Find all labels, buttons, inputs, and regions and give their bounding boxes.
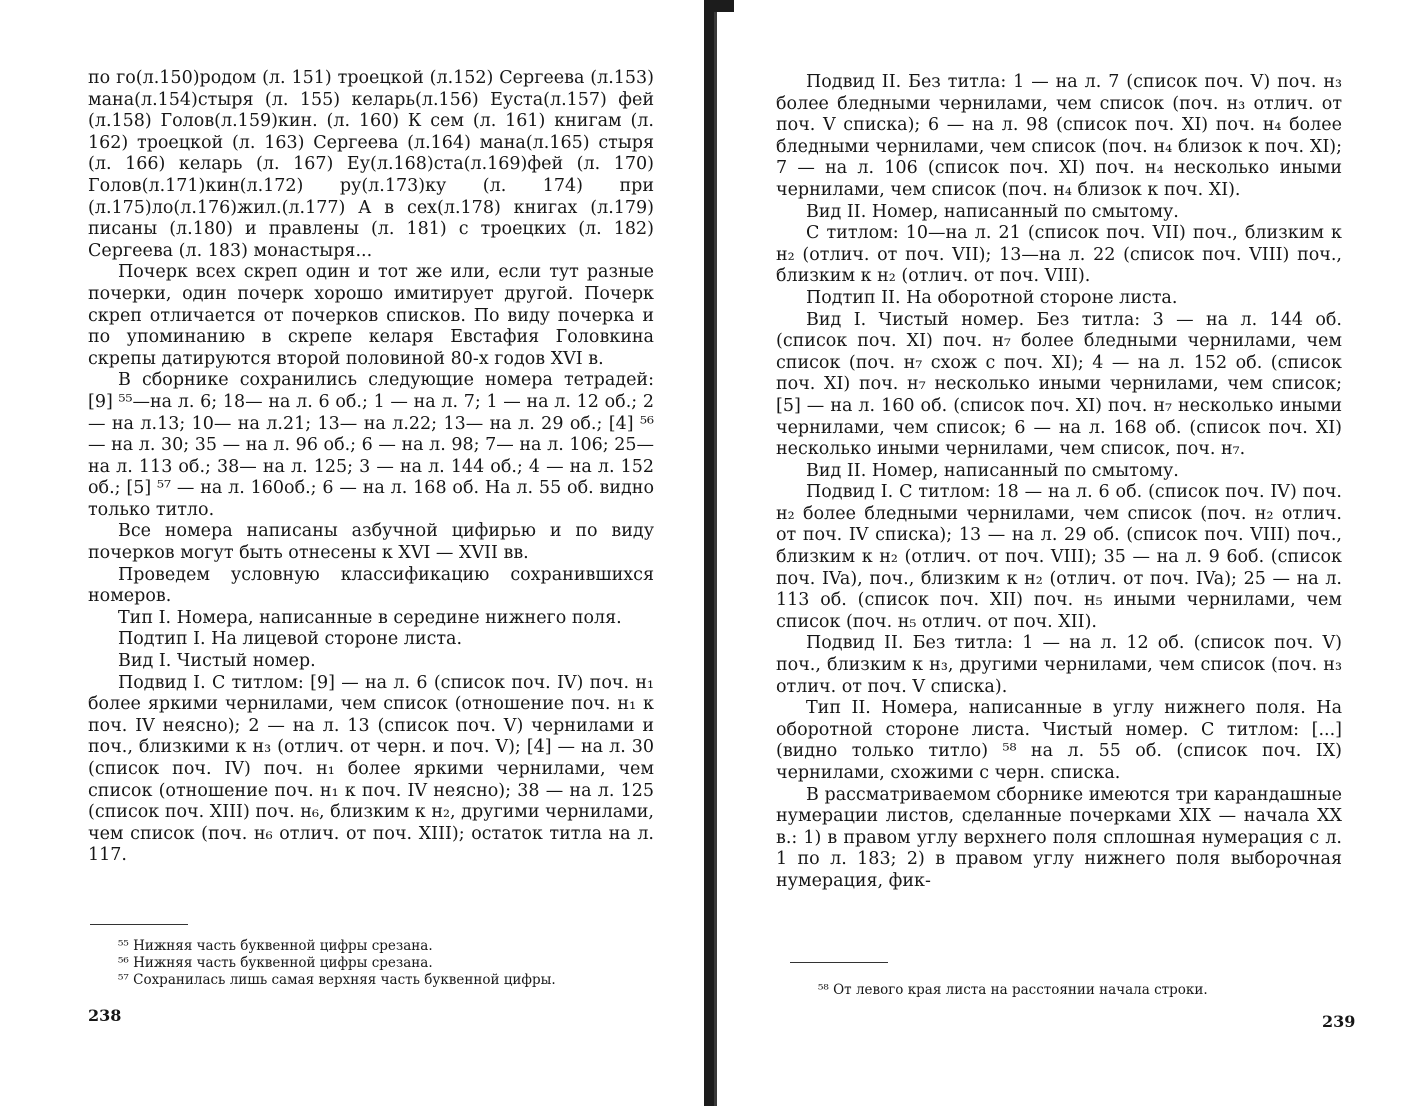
footnote-rule — [790, 962, 888, 963]
paragraph: Подвид II. Без титла: 1 — на л. 12 об. (список поч. V) поч., близким к н₃, другими чернилами, чем список (поч. н₃ отлич. от поч. V списка). — [776, 633, 1342, 697]
footnote-rule — [90, 924, 188, 925]
left-page — [0, 0, 706, 1106]
right-footnotes — [818, 982, 1358, 999]
paragraph: Подвид I. С титлом: 18 — на л. 6 об. (список поч. IV) поч. н₂ более бледными чернилами, чем список (поч. н₂ отлич. от поч. IV списка); 13 — на л. 29 об. (список поч. VIII) поч., близким к н₂ (отлич. от поч. VIII); 35 — на л. 9 6об. (список поч. IVa), поч., близким к н₂ (отлич. от поч. IVa); 25 — на л. 113 об. (список поч. XII) поч. н₅ иными чернилами, чем список (поч. н₅ отлич. от поч. XII). — [776, 482, 1342, 632]
paragraph: В рассматриваемом сборнике имеются три карандашные нумерации листов, сделанные почерками XIX — начала XX в.: 1) в правом углу верхнего поля сплошная нумерация с л. 1 по л. 183; 2) в правом углу нижнего поля выборочная нумерация, фик- — [776, 784, 1342, 891]
page-number: 238 — [88, 1006, 122, 1025]
right-page — [712, 0, 1427, 1106]
paragraph: С титлом: 10—на л. 21 (список поч. VII) поч., близким к н₂ (отлич. от поч. VII); 13—на л. 22 (список поч. VIII) поч., близким к н₂ (отлич. от поч. VIII). — [776, 223, 1342, 287]
footnote: ⁵⁸ От левого края листа на расстоянии начала строки. — [818, 982, 1208, 998]
paragraph: Вид I. Чистый номер. Без титла: 3 — на л. 144 об. (список поч. XI) поч. н₇ более бледными чернилами, чем список (поч. н₇ схож с поч. XI); 4 — на л. 152 об. (список поч. XI) поч. н₇ несколько иными чернилами, чем список; [5] — на л. 160 об. (список поч. XI) поч. н₇ несколько иными чернилами, чем список; 6 — на л. 168 об. (список поч. XI) несколько иными чернилами, чем список, поч. н₇. — [776, 309, 1342, 460]
paragraph: Подвид I. С титлом: [9] — на л. 6 (список поч. IV) поч. н₁ более яркими чернилами, чем список (отношение поч. н₁ к поч. IV неясно); 2 — на л. 13 (список поч. V) чернилами и поч., близкими к н₃ (отлич. от черн. и поч. V); [4] — на л. 30 (список поч. IV) поч. н₁ более яркими чернилами, чем список (отношение поч. н₁ к поч. IV неясно); 38 — на л. 125 (список поч. XIII) поч. н₆, близким к н₂, другими чернилами, чем список (поч. н₆ отлич. от поч. XIII); остаток титла на л. 117. — [88, 672, 654, 866]
left-footnotes — [118, 938, 658, 989]
paragraph: Все номера написаны азбучной цифирью и по виду почерков могут быть отнесены к XVI — XVII вв. — [88, 521, 654, 564]
footnote: ⁵⁷ Сохранилась лишь самая верхняя часть буквенной цифры. — [118, 972, 556, 988]
right-page-body — [776, 72, 1342, 893]
footnote: ⁵⁵ Нижняя часть буквенной цифры срезана. — [118, 938, 433, 954]
paragraph: Почерк всех скреп один и тот же или, если тут разные почерки, один почерк хорошо имитирует другой. Почерк скреп отличается от почерков списков. По виду почерка и по упоминанию в скрепе келаря Евстафия Головкина скрепы датируются второй половиной 80-х годов XVI в. — [88, 262, 654, 369]
paragraph: Подвид II. Без титла: 1 — на л. 7 (список поч. V) поч. н₃ более бледными чернилами, чем список (поч. н₃ отлич. от поч. V списка); 6 — на л. 98 (список поч. XI) поч. н₄ более бледными чернилами, чем список (поч. н₄ близок к поч. XI); 7 — на л. 106 (список поч. XI) поч. н₄ несколько иными чернилами, чем список (поч. н₄ близок к поч. XI). — [776, 72, 1342, 200]
paragraph: Вид I. Чистый номер. — [118, 651, 316, 672]
footnote: ⁵⁶ Нижняя часть буквенной цифры срезана. — [118, 955, 433, 971]
page-number: 239 — [1322, 1012, 1356, 1031]
paragraph: Вид II. Номер, написанный по смытому. — [806, 460, 1179, 481]
paragraph: Тип II. Номера, написанные в углу нижнего поля. На оборотной стороне листа. Чистый номер. С титлом: [...] (видно только титло) ⁵⁸ на л. 55 об. (список поч. IX) чернилами, схожими с черн. списка. — [776, 698, 1342, 783]
paragraph: В сборнике сохранились следующие номера тетрадей: [9] ⁵⁵—на л. 6; 18— на л. 6 об.; 1 — на л. 7; 1 — на л. 12 об.; 2— на л.13; 10— на л.21; 13— на л.22; 13— на л. 29 об.; [4] ⁵⁶ — на л. 30; 35 — на л. 96 об.; 6 — на л. 98; 7— на л. 106; 25—на л. 113 об.; 38— на л. 125; 3 — на л. 144 об.; 4 — на л. 152 об.; [5] ⁵⁷ — на л. 160об.; 6 — на л. 168 об. На л. 55 об. видно только титло. — [88, 370, 654, 520]
paragraph: Подтип II. На оборотной стороне листа. — [806, 287, 1178, 308]
paragraph: по го(л.150)родом (л. 151) троецкой (л.152) Сергеева (л.153) мана(л.154)стыря (л. 155) келарь(л.156) Еуста(л.157) фей (л.158) Голов(л.159)кин. (л. 160) К сем (л. 161) книгам (л. 162) троецкой (л. 163) Сергеева (л.164) мана(л.165) стыря (л. 166) келарь (л. 167) Еу(л.168)ста(л.169)фей (л. 170) Голов(л.171)кин(л.172) ру(л.173)ку (л. 174) при (л.175)ло(л.176)жил.(л.177) А в сех(л.178) книгах (л.179) писаны (л.180) и правлены (л. 181) с троецких (л. 182) Сергеева (л. 183) монастыря... — [88, 68, 654, 261]
paragraph: Вид II. Номер, написанный по смытому. — [806, 201, 1179, 222]
paragraph: Тип I. Номера, написанные в середине нижнего поля. — [118, 607, 622, 628]
left-page-body — [88, 68, 654, 867]
paragraph: Подтип I. На лицевой стороне листа. — [118, 629, 463, 650]
paragraph: Проведем условную классификацию сохранившихся номеров. — [88, 564, 654, 607]
